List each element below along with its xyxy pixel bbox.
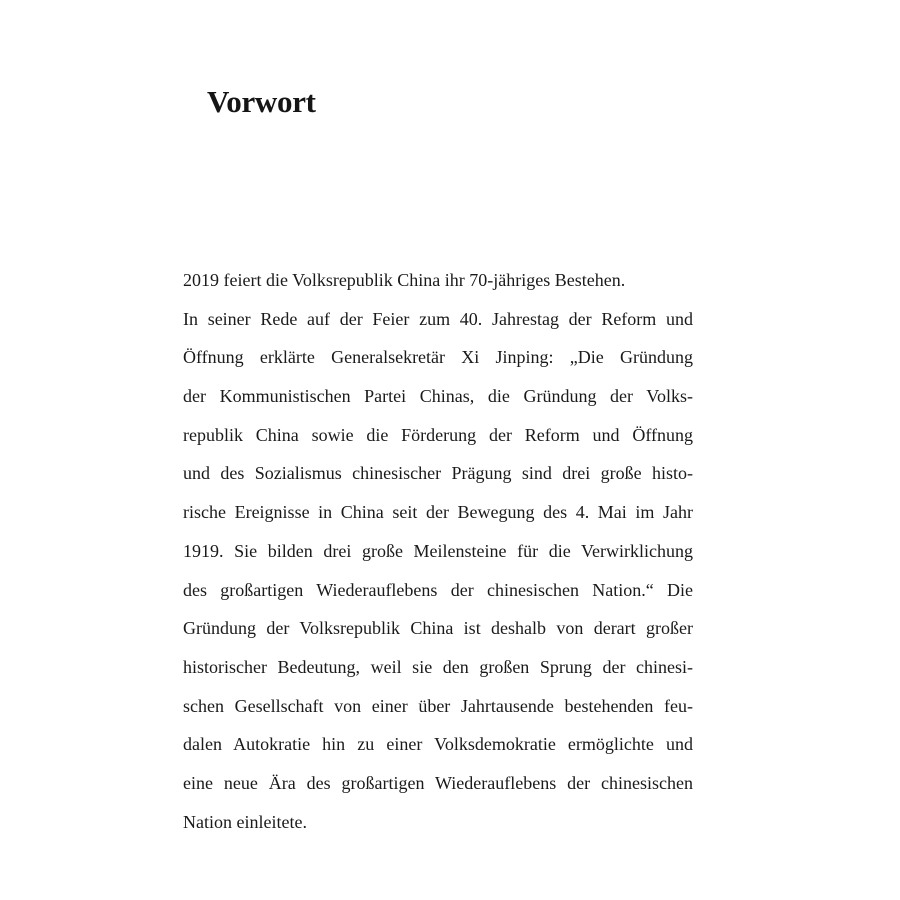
text-line: In seiner Rede auf der Feier zum 40. Jahrestag der Reform und xyxy=(183,308,693,329)
text-line: Gründung der Volksrepublik China ist deshalb von derart großer xyxy=(183,618,693,639)
body-paragraph xyxy=(183,266,693,846)
text-line: eine neue Ära des großartigen Wiederauflebens der chinesischen xyxy=(183,772,693,793)
page-title: Vorwort xyxy=(207,84,316,119)
text-line: schen Gesellschaft von einer über Jahrtausende bestehenden feu- xyxy=(183,695,693,716)
text-line: Öffnung erklärte Generalsekretär Xi Jinping: „Die Gründung xyxy=(183,347,693,368)
text-line: des großartigen Wiederauflebens der chinesischen Nation.“ Die xyxy=(183,579,693,600)
text-line: republik China sowie die Förderung der Reform und Öffnung xyxy=(183,424,693,445)
text-line: historischer Bedeutung, weil sie den großen Sprung der chinesi- xyxy=(183,656,693,677)
text-line: rische Ereignisse in China seit der Bewegung des 4. Mai im Jahr xyxy=(183,502,693,523)
text-line: 1919. Sie bilden drei große Meilensteine für die Verwirklichung xyxy=(183,540,693,561)
text-line: 2019 feiert die Volksrepublik China ihr 70-jähriges Bestehen. xyxy=(183,270,626,290)
text-line: Nation einleitete. xyxy=(183,811,307,832)
text-line: der Kommunistischen Partei Chinas, die Gründung der Volks- xyxy=(183,386,693,407)
text-line: und des Sozialismus chinesischer Prägung sind drei große histo- xyxy=(183,463,693,484)
text-line: dalen Autokratie hin zu einer Volksdemokratie ermöglichte und xyxy=(183,734,693,755)
